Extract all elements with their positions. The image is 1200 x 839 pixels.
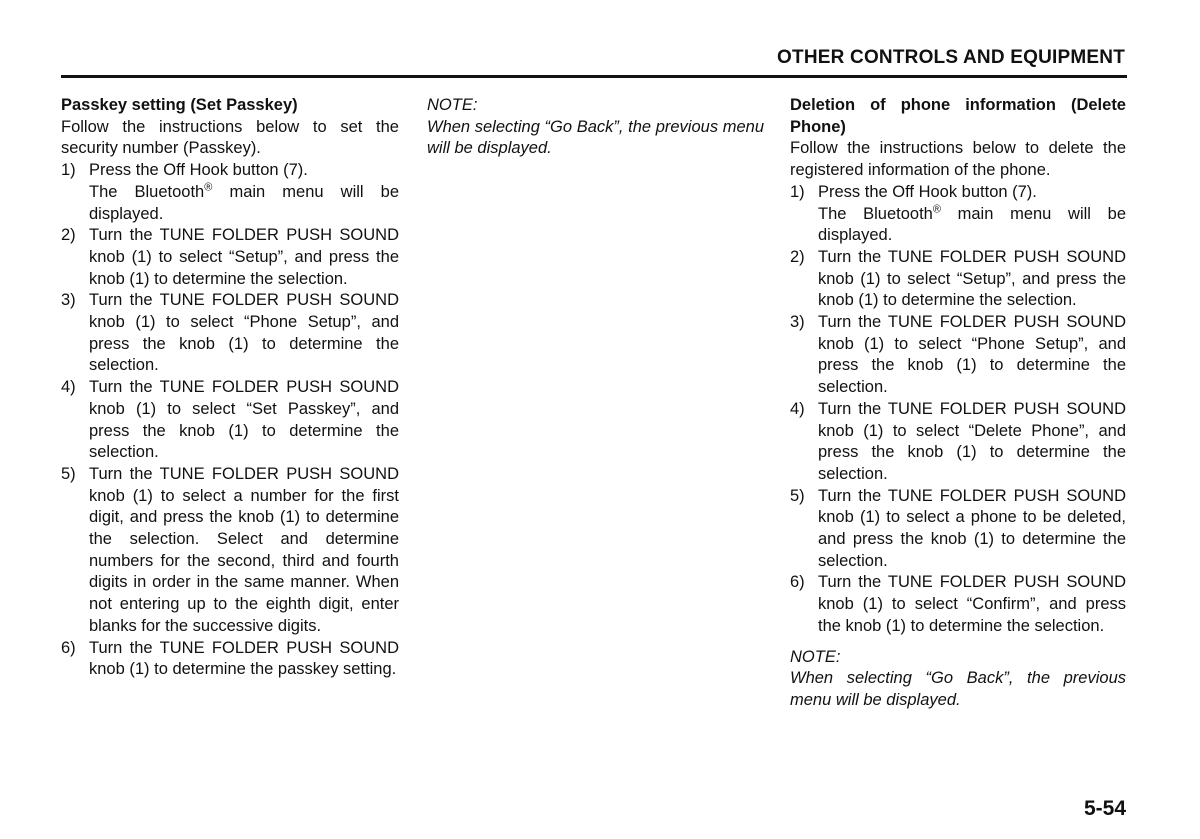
step-item [790, 247, 1126, 312]
note-text: When selecting “Go Back”, the previous menu will be displayed. [427, 117, 764, 158]
step-item [61, 638, 399, 681]
step-number: 6) [790, 573, 805, 592]
step-text: Turn the TUNE FOLDER PUSH SOUND knob (1) to select “Delete Phone”, and press the knob (1) to determine the selection. [818, 399, 1126, 483]
step-subtext: The Bluetooth® main menu will be displayed. [89, 181, 399, 223]
step-text: Press the Off Hook button (7). [89, 161, 308, 180]
section-intro: Follow the instructions below to delete the registered information of the phone. [790, 139, 1126, 180]
step-number: 6) [61, 638, 76, 657]
step-item [790, 182, 1126, 247]
step-number: 5) [790, 486, 805, 505]
section-heading-delete-phone: Deletion of phone information (Delete Phone) [790, 96, 1126, 136]
section-intro: Follow the instructions below to set the security number (Passkey). [61, 117, 399, 158]
step-item [790, 312, 1126, 399]
step-text: Turn the TUNE FOLDER PUSH SOUND knob (1) to select “Phone Setup”, and press the knob (1) to determine the selection. [89, 291, 399, 375]
step-item [61, 290, 399, 377]
page-header-title: OTHER CONTROLS AND EQUIPMENT [777, 47, 1125, 68]
step-item [61, 225, 399, 290]
page-number: 5-54 [1083, 797, 1126, 820]
step-number: 4) [790, 399, 805, 418]
step-number: 1) [61, 161, 76, 180]
step-item [61, 160, 399, 225]
note-block [790, 647, 1126, 712]
note-text: When selecting “Go Back”, the previous menu will be displayed. [790, 669, 1126, 709]
note-label: NOTE: [790, 647, 841, 666]
step-text: Turn the TUNE FOLDER PUSH SOUND knob (1) to determine the passkey setting. [89, 638, 399, 679]
note-label: NOTE: [427, 96, 478, 114]
step-number: 3) [61, 291, 76, 310]
step-text: Turn the TUNE FOLDER PUSH SOUND knob (1) to select “Setup”, and press the knob (1) to determine the selection. [89, 226, 399, 288]
registered-mark: ® [932, 203, 941, 216]
step-text: Turn the TUNE FOLDER PUSH SOUND knob (1) to select “Phone Setup”, and press the knob (1) to determine the selection. [818, 313, 1126, 397]
step-text: Turn the TUNE FOLDER PUSH SOUND knob (1) to select “Confirm”, and press the knob (1) to determine the selection. [818, 573, 1126, 635]
registered-mark: ® [204, 181, 213, 194]
step-number: 3) [790, 313, 805, 332]
section-heading-set-passkey: Passkey setting (Set Passkey) [61, 96, 298, 114]
step-text: Turn the TUNE FOLDER PUSH SOUND knob (1) to select a number for the first digit, and press the knob (1) to determine the selection. Select and determine numbers for the second, third and fourth digits in order in the same manner. When not entering up to the eighth digit, enter blanks for the successive digits. [89, 464, 399, 635]
steps-list [790, 182, 1126, 638]
step-number: 5) [61, 464, 76, 483]
step-text: Press the Off Hook button (7). [818, 182, 1037, 201]
step-number: 2) [61, 226, 76, 245]
right-column [790, 95, 1126, 712]
step-text: Turn the TUNE FOLDER PUSH SOUND knob (1) to select “Setup”, and press the knob (1) to determine the selection. [818, 247, 1126, 310]
step-item [790, 486, 1126, 573]
step-number: 1) [790, 182, 805, 201]
header-rule [61, 75, 1127, 78]
step-number: 2) [790, 247, 805, 266]
step-subtext: The Bluetooth® main menu will be displayed. [818, 203, 1126, 245]
left-column [61, 95, 399, 681]
step-text: Turn the TUNE FOLDER PUSH SOUND knob (1) to select “Set Passkey”, and press the knob (1) to determine the selection. [89, 378, 399, 462]
middle-column [427, 95, 764, 160]
step-item [790, 572, 1126, 637]
step-item [790, 399, 1126, 486]
step-item [61, 464, 399, 638]
step-text: Turn the TUNE FOLDER PUSH SOUND knob (1) to select a phone to be deleted, and press the knob (1) to determine the selection. [818, 486, 1126, 570]
step-number: 4) [61, 378, 76, 397]
steps-list [61, 160, 399, 681]
step-item [61, 377, 399, 464]
